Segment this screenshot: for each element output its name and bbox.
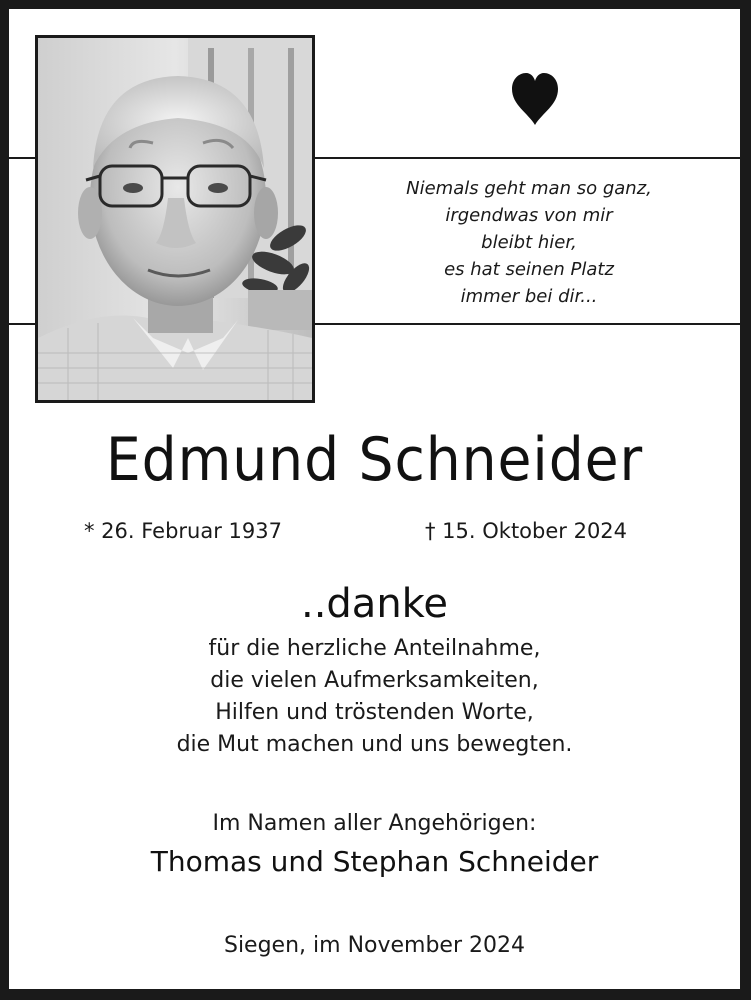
memorial-quote [329,175,729,310]
place-and-date: Siegen, im November 2024 [223,933,525,958]
thanks-heading: ..danke [300,581,449,627]
thanks-line: die Mut machen und uns bewegten. [176,732,573,757]
portrait-image [38,38,312,400]
obituary-card [9,9,740,989]
quote-line: es hat seinen Platz [444,259,614,280]
quote-line: Niemals geht man so ganz, [406,178,652,199]
quote-line: immer bei dir... [460,286,598,307]
thanks-line: für die herzliche Anteilnahme, [208,636,541,661]
quote-line: irgendwas von mir [445,205,613,226]
on-behalf-line: Im Namen aller Angehörigen: [212,811,537,836]
deceased-name: Edmund Schneider [105,425,644,495]
quote-line: bleibt hier, [481,232,577,253]
thanks-line: die vielen Aufmerksamkeiten, [210,668,539,693]
thanks-message [9,633,740,761]
thanks-line: Hilfen und tröstenden Worte, [215,700,534,725]
portrait-photo [35,35,315,403]
heart-icon [510,71,560,127]
signer-names: Thomas und Stephan Schneider [150,845,599,878]
death-date: † 15. Oktober 2024 [425,519,628,543]
birth-date: * 26. Februar 1937 [84,519,282,543]
